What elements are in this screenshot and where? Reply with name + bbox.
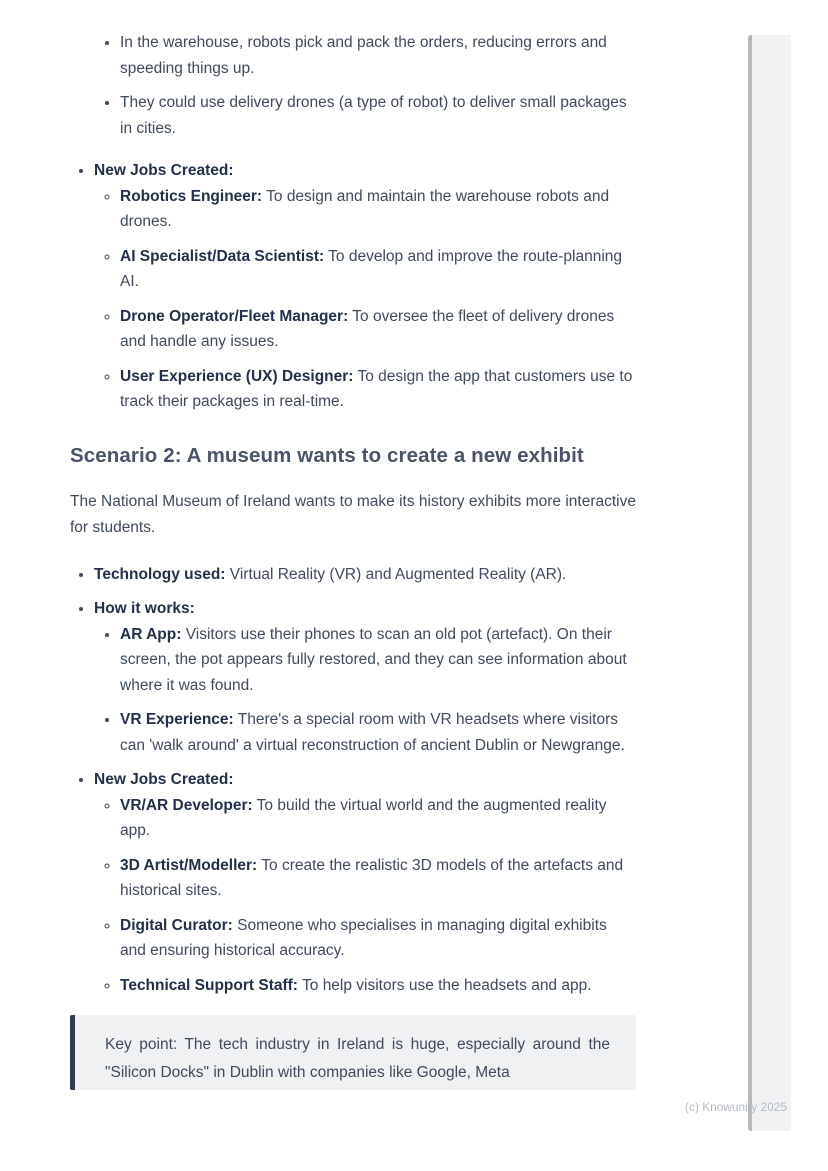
document-page-content [70,0,636,1090]
feature-description: Visitors use their phones to scan an old pot (artefact). On their screen, the pot appears fully restored, and they can see information about where it was found. [120,625,627,694]
feature-title: VR Experience: [120,711,234,728]
list-item [94,767,636,998]
list-item [120,364,636,415]
list-item [120,184,636,235]
list-item [120,913,636,964]
job-description: To design and maintain the warehouse robots and drones. [120,187,610,230]
list-item [120,304,636,355]
scenario2-how-it-works-sublist [94,622,636,759]
feature-title: AR App: [120,625,182,643]
bullet-text: They could use delivery drones (a type of robot) to deliver small packages in cities. [120,94,627,137]
job-title: 3D Artist/Modeller: [120,856,258,874]
job-description: To help visitors use the headsets and app. [297,976,592,994]
scenario1-new-jobs-sublist [94,184,636,415]
list-item [120,30,636,81]
list-label: Technology used: [94,565,226,583]
key-point-callout [70,1015,636,1090]
scenario1-new-jobs-list [70,158,636,415]
scenario2-list [70,562,636,999]
watermark: (c) Knowunity 2025 [685,1102,788,1114]
job-description: To build the virtual world and the augmented reality app. [120,796,607,839]
list-item [120,90,636,141]
list-label: New Jobs Created: [94,162,234,179]
list-item [120,793,636,844]
job-title: Digital Curator: [120,916,233,934]
job-description: To create the realistic 3D models of the artefacts and historical sites. [120,856,624,899]
list-item [120,707,636,758]
feature-description: There's a special room with VR headsets where visitors can 'walk around' a virtual reconstruction of ancient Dublin or Newgrange. [120,711,625,754]
list-item [120,622,636,699]
section-intro-paragraph: The National Museum of Ireland wants to make its history exhibits more interactive for students. [70,492,636,536]
job-title: Technical Support Staff: [120,976,298,994]
list-label: How it works: [94,600,195,617]
list-item [94,158,636,415]
bullet-text: Virtual Reality (VR) and Augmented Reality (AR). [225,565,567,583]
job-description: To design the app that customers use to track their packages in real-time. [120,367,633,410]
job-title: User Experience (UX) Designer: [120,367,354,385]
job-title: VR/AR Developer: [120,796,253,814]
section-heading: Scenario 2: A museum wants to create a new exhibit [70,443,584,467]
list-item [120,244,636,295]
job-description: To develop and improve the route-planning AI. [120,247,623,290]
key-point-text: Key point: The tech industry in Ireland is huge, especially around the "Silicon Docks" in Dublin with companies like Google, Meta [105,1036,610,1081]
job-title: Drone Operator/Fleet Manager: [120,307,349,325]
list-item [94,596,636,758]
list-item [94,562,636,588]
next-page-edge[interactable] [748,35,791,1131]
list-item [120,973,636,999]
list-item [120,853,636,904]
job-description: Someone who specialises in managing digital exhibits and ensuring historical accuracy. [120,916,607,959]
job-description: To oversee the fleet of delivery drones and handle any issues. [120,307,615,350]
list-label: New Jobs Created: [94,771,234,788]
bullet-text: In the warehouse, robots pick and pack the orders, reducing errors and speeding things up. [120,34,607,77]
job-title: Robotics Engineer: [120,187,263,205]
scenario2-new-jobs-sublist [94,793,636,999]
scenario1-how-it-works-sublist [70,30,636,141]
job-title: AI Specialist/Data Scientist: [120,247,325,265]
